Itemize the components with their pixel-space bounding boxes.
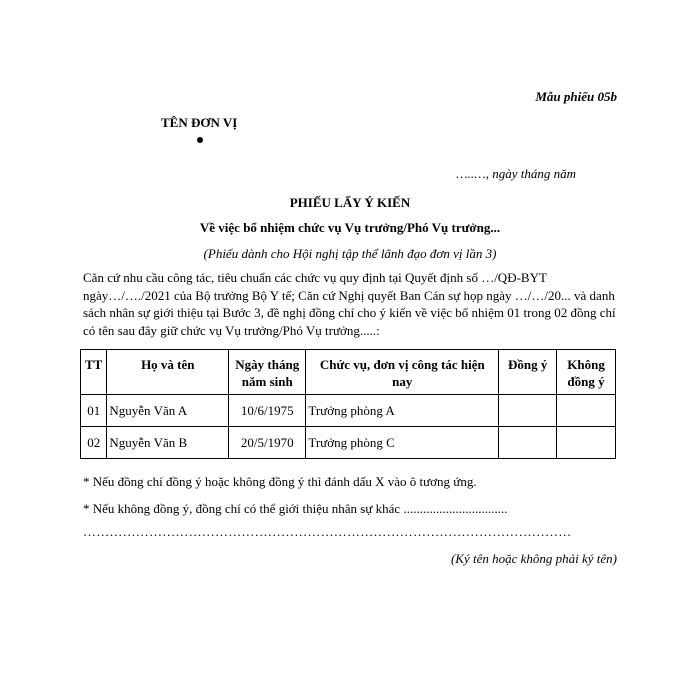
document-note: (Phiếu dành cho Hội nghị tập thể lãnh đạo đơn vị lần 3) <box>203 246 497 261</box>
candidate-table <box>80 349 616 459</box>
instruction-mark: * Nếu đồng chí đồng ý hoặc không đồng ý thì đánh dấu X vào ô tương ứng. <box>83 474 477 489</box>
row-dob: 10/6/1975 <box>229 395 306 427</box>
row-tt: 01 <box>81 395 107 427</box>
header-position: Chức vụ, đơn vị công tác hiện nay <box>306 350 499 395</box>
header-dob: Ngày tháng năm sinh <box>229 350 306 395</box>
header-disagree: Không đồng ý <box>557 350 616 395</box>
row-name: Nguyễn Văn A <box>107 395 229 427</box>
unit-label: TÊN ĐƠN VỊ <box>161 115 238 130</box>
nomination-dotted-line[interactable]: ………………………………………………………………………………………………… <box>83 524 572 539</box>
row-tt: 02 <box>81 427 107 459</box>
signature-note: (Ký tên hoặc không phải ký tên) <box>450 551 617 566</box>
header-tt: TT <box>81 350 107 395</box>
bullet-dot-icon <box>197 137 203 143</box>
disagree-checkbox-cell[interactable] <box>557 427 616 459</box>
table-row <box>81 427 616 459</box>
agree-checkbox-cell[interactable] <box>499 395 557 427</box>
table-header-row <box>81 350 616 395</box>
document-title: PHIẾU LẤY Ý KIẾN <box>289 195 411 210</box>
row-position: Trưởng phòng C <box>306 427 499 459</box>
instruction-nominate: * Nếu không đồng ý, đồng chí có thể giới thiệu nhân sự khác ................................ <box>83 501 508 516</box>
intro-paragraph: Căn cứ nhu cầu công tác, tiêu chuẩn các chức vụ quy định tại Quyết định số …/QĐ-BYT ngày…/…./2021 của Bộ trưởng Bộ Y tế; Căn cứ Nghị quyết Ban Cán sự họp ngày …/…/20... và danh sách nhân sự giới thiệu tại Bước 3, đề nghị đồng chí cho ý kiến về việc bổ nhiệm 01 trong 02 đồng chí có tên sau đây giữ chức vụ Vụ trưởng/Phó Vụ trưởng.....: <box>83 270 616 338</box>
row-dob: 20/5/1970 <box>229 427 306 459</box>
agree-checkbox-cell[interactable] <box>499 427 557 459</box>
disagree-checkbox-cell[interactable] <box>557 395 616 427</box>
header-agree: Đồng ý <box>499 350 557 395</box>
row-name: Nguyễn Văn B <box>107 427 229 459</box>
form-code: Mẫu phiếu 05b <box>535 89 617 104</box>
table-row <box>81 395 616 427</box>
header-name: Họ và tên <box>107 350 229 395</box>
document-subtitle: Về việc bổ nhiệm chức vụ Vụ trưởng/Phó Vụ trưởng... <box>199 220 501 235</box>
row-position: Trưởng phòng A <box>306 395 499 427</box>
date-line: …..…, ngày tháng năm <box>456 166 576 181</box>
